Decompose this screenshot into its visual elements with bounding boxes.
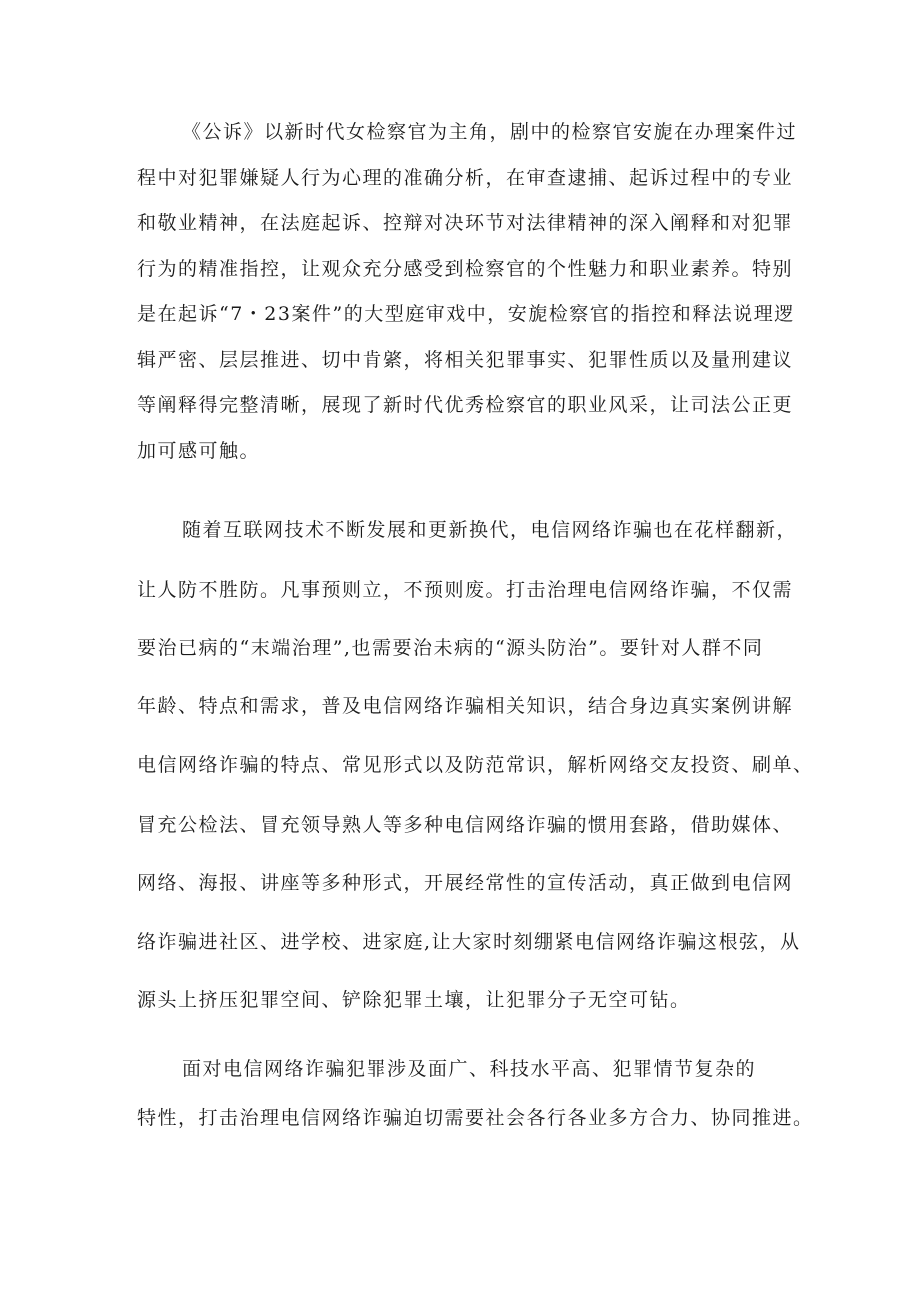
paragraph-1-line-2: 程中对犯罪嫌疑人行为心理的准确分析，在审查逮捕、起诉过程中的专业 [137,167,794,189]
paragraph-1-line-6: 辑严密、层层推进、切中肯綮，将相关犯罪事实、犯罪性质以及量刑建议 [137,349,794,371]
paragraph-1-line-3: 和敬业精神，在法庭起诉、控辩对决环节对法律精神的深入阐释和对犯罪 [137,212,794,234]
paragraph-1-line-5: 是在起诉“7・23案件”的大型庭审戏中，安旎检察官的指控和释法说理逻 [137,303,795,325]
paragraph-2-line-7: 网络、海报、讲座等多种形式，开展经常性的宣传活动，真正做到电信网 [137,872,794,894]
paragraph-2-line-8: 络诈骗进社区、进学校、进家庭,让大家时刻绷紧电信网络诈骗这根弦，从 [137,931,801,953]
paragraph-2-line-3: 要治已病的“末端治理”,也需要治未病的“源头防治”。要针对人群不同 [137,637,764,659]
paragraph-2-line-9: 源头上挤压犯罪空间、铲除犯罪土壤，让犯罪分子无空可钻。 [137,989,691,1011]
paragraph-2-line-5: 电信网络诈骗的特点、常见形式以及防范常识，解析网络交友投资、刷单、 [137,754,814,776]
paragraph-2-line-4: 年龄、特点和需求，普及电信网络诈骗相关知识，结合身边真实案例讲解 [137,695,794,717]
paragraph-1-line-4: 行为的精准指控，让观众充分感受到检察官的个性魅力和职业素养。特别 [137,258,794,280]
paragraph-2-line-6: 冒充公检法、冒充领导熟人等多种电信网络诈骗的惯用套路，借助媒体、 [137,814,794,836]
paragraph-1-line-8: 加可感可触。 [137,440,261,462]
paragraph-2-line-1: 随着互联网技术不断发展和更新换代，电信网络诈骗也在花样翻新， [182,519,798,541]
paragraph-3-line-2: 特性，打击治理电信网络诈骗迫切需要社会各行各业多方合力、协同推进。 [137,1107,814,1129]
paragraph-3-line-1: 面对电信网络诈骗犯罪涉及面广、科技水平高、犯罪情节复杂的 [182,1058,757,1080]
paragraph-1-line-1: 《公诉》以新时代女检察官为主角，剧中的检察官安旎在办理案件过 [182,121,798,143]
paragraph-2-line-2: 让人防不胜防。凡事预则立，不预则废。打击治理电信网络诈骗，不仅需 [137,579,794,601]
paragraph-1-line-7: 等阐释得完整清晰，展现了新时代优秀检察官的职业风采，让司法公正更 [137,394,794,416]
